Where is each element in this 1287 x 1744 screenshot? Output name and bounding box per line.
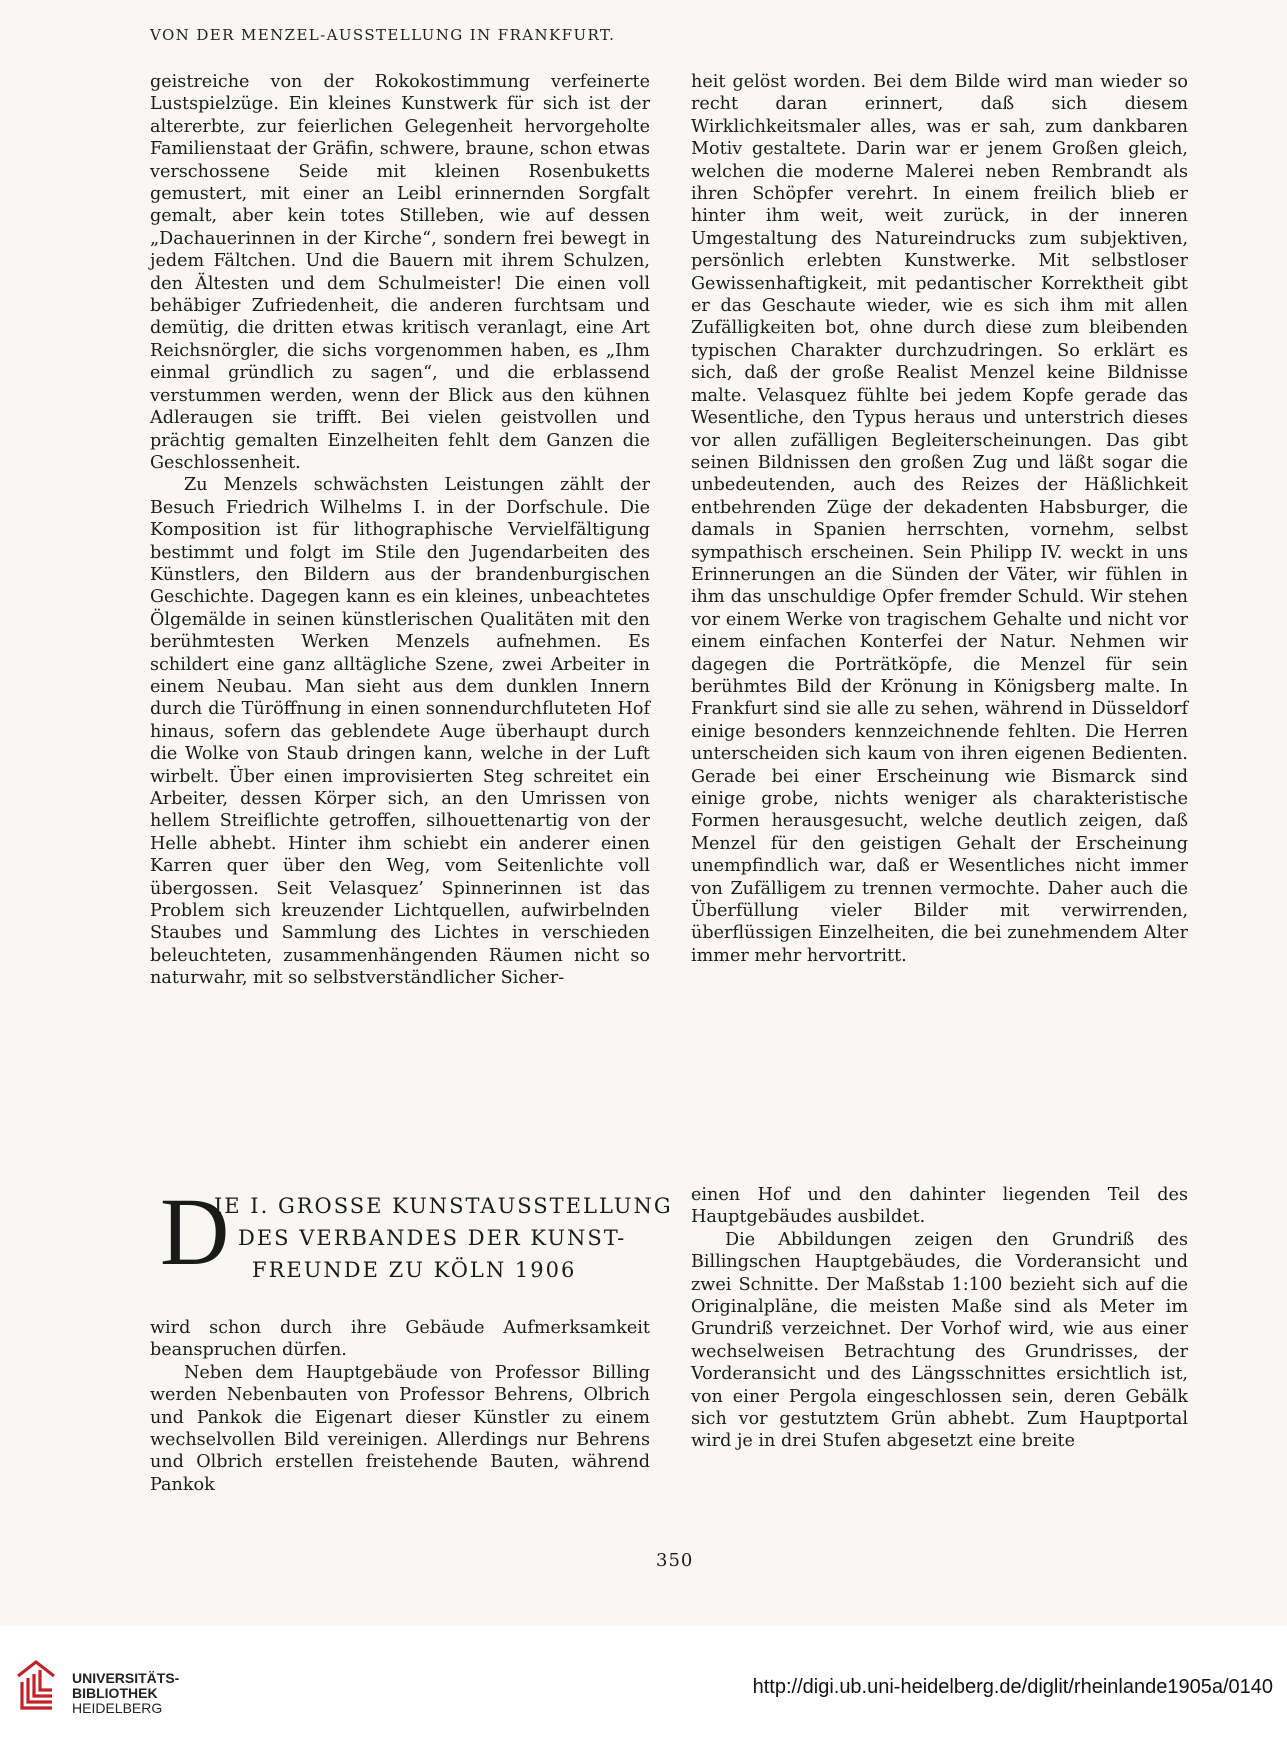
running-head: VON DER MENZEL-AUSSTELLUNG IN FRANKFURT. [150, 26, 616, 44]
heading-line: DES VERBANDES DER KUNST- [238, 1226, 627, 1250]
upper-right-column [691, 71, 1188, 967]
heading-title [214, 1190, 673, 1286]
library-logo-icon[interactable] [14, 1656, 60, 1714]
footer-bar [0, 1626, 1287, 1744]
paragraph: wird schon durch ihre Gebäude Aufmerksamkeit beanspruchen dürfen. [150, 1318, 650, 1361]
lower-right-column [691, 1184, 1188, 1453]
library-name-line: HEIDELBERG [72, 1700, 163, 1716]
upper-left-column [150, 71, 650, 990]
library-name [72, 1671, 179, 1716]
paragraph: Zu Menzels schwächsten Leistungen zählt der Besuch Friedrich Wilhelms I. in der Dorfschule. Die Komposition ist für lithographische Vervielfältigung bestimmt und folgt im Stile den Jugendarbeiten des Künstlers, den Bildern aus der brandenburgischen Geschichte. Dagegen kann es ein kleines, unbeachtetes Ölgemälde in seinen künstlerischen Qualitäten mit den berühmtesten Werken Menzels aufnehmen. Es schildert eine ganz alltägliche Szene, zwei Arbeiter in einem Neubau. Man sieht aus dem dunklen Innern durch die Türöffnung in einen sonnendurchfluteten Hof hinaus, sofern das geblendete Auge überhaupt durch die Wolke von Staub dringen kann, welche in der Luft wirbelt. Über einen improvisierten Steg schreitet ein Arbeiter, dessen Körper sich, an den Umrissen von hellem Streiflichte getroffen, silhouettenartig von der Helle abhebt. Hinter ihm schiebt ein anderer einen Karren quer über den Weg, vom Seitenlichte voll übergossen. Seit Velasquez’ Spinnerinnen ist das Problem sich kreuzender Lichtquellen, aufwirbelnden Staubes und Sammlung des Lichtes in verschieden beleuchteten, zusammenhängenden Räumen nicht so naturwahr, mit so selbstverständlicher Sicher- [150, 475, 650, 989]
paragraph: heit gelöst worden. Bei dem Bilde wird man wieder so recht daran erinnert, daß sich diesem Wirklichkeitsmaler alles, was er sah, zum dankbaren Motiv gestaltete. Darin war er jenem Großen gleich, welchen die moderne Malerei neben Rembrandt als ihren Schöpfer verehrt. In einem freilich blieb er hinter ihm weit, weit zurück, in der inneren Umgestaltung des Natureindrucks zum subjektiven, persönlich erlebten Kunstwerke. Mit selbstloser Gewissenhaftigkeit, mit pedantischer Korrektheit gibt er das Geschaute wieder, wie es sich ihm mit allen Zufälligkeiten bot, ohne durch diese zum bleibenden typischen Charakter durchzudringen. So erklärt es sich, daß der große Realist Menzel keine Bildnisse malte. Velasquez fühlte bei jedem Kopfe gerade das Wesentliche, den Typus heraus und unterstrich dieses vor allen zufälligen Begleiterscheinungen. Das gibt seinen Bildnissen den großen Zug und läßt sogar die unbedeutenden, auch des Reizes der Häßlichkeit entbehrenden Züge der dekadenten Habsburger, die damals in Spanien herrschten, vornehm, selbst sympathisch erscheinen. Sein Philipp IV. weckt in uns Erinnerungen an die Sünden der Väter, wir fühlen in ihm das unschuldige Opfer fremder Schuld. Wir stehen vor einem Werke von tragischem Gehalte und nicht vor einem einfachen Konterfei der Natur. Nehmen wir dagegen die Porträtköpfe, die Menzel für sein berühmtes Bild der Krönung in Königsberg malte. In Frankfurt sind sie alle zu sehen, während in Düsseldorf einige besonders kennzeichnende fehlten. Die Herren unterscheiden sich kaum von ihren eigenen Bedienten. Gerade bei einer Erscheinung wie Bismarck sind einige grobe, nichts weniger als charakteristische Formen herausgesucht, welche deutlich zeigen, daß Menzel für den geistigen Gehalt der Erscheinung unempfindlich war, daß er Wesentliches nicht immer von Zufälligem zu trennen vermochte. Daher auch die Überfüllung vieler Bilder mit verwirrenden, überflüssigen Einzelheiten, die bei zunehmendem Alter immer mehr hervortritt. [691, 72, 1188, 966]
source-url-link[interactable]: http://digi.ub.uni-heidelberg.de/diglit/rheinlande1905a/0140 [752, 1676, 1273, 1698]
article-heading [150, 1178, 673, 1304]
heading-line: FREUNDE ZU KÖLN 1906 [252, 1258, 577, 1282]
heading-line: IE I. GROSSE KUNSTAUSSTELLUNG [214, 1194, 673, 1218]
paragraph: einen Hof und den dahinter liegenden Teil des Hauptgebäudes ausbildet. [691, 1185, 1188, 1228]
paragraph: Neben dem Hauptgebäude von Professor Billing werden Nebenbauten von Professor Behrens, Olbrich und Pankok die Eigenart dieser Künstler zu einem wechselvollen Bild vereinigen. Allerdings nur Behrens und Olbrich erstellen freistehende Bauten, während Pankok [150, 1362, 650, 1495]
library-name-line: UNIVERSITÄTS- [72, 1670, 180, 1686]
drop-cap: D [160, 1178, 230, 1285]
paragraph: geistreiche von der Rokokostimmung verfeinerte Lustspielzüge. Ein kleines Kunstwerk für sich ist der altererbte, zur feierlichen Gelegenheit hervorgeholte Familienstaat der Gräfin, schwere, braune, schon etwas verschossene Seide mit kleinen Rosenbuketts gemustert, mit einer an Leibl erinnernden Sorgfalt gemalt, aber kein totes Stilleben, wie auf dessen „Dachauerinnen in der Kirche“, sondern frei bewegt in jedem Fältchen. Und die Bauern mit ihrem Schulzen, den Ältesten und dem Schulmeister! Die einen voll behäbiger Zufriedenheit, die anderen furchtsam und demütig, die dritten etwas kritisch veranlagt, eine Art Reichsnörgler, die sichs vorgenommen haben, es „Ihm einmal gründlich zu sagen“, und die erblassend verstummen werden, wenn der Blick aus den kühnen Adleraugen sie trifft. Bei vielen geistvollen und prächtig gemalten Einzelheiten fehlt dem Ganzen die Geschlossenheit. [150, 72, 650, 473]
paragraph: Die Abbildungen zeigen den Grundriß des Billingschen Hauptgebäudes, die Vorderansicht und zwei Schnitte. Der Maßstab 1:100 bezieht sich auf die Originalpläne, die meisten Maße sind als Meter im Grundriß verzeichnet. Der Vorhof wird, wie aus einer wechselweisen Betrachtung des Grundrisses, der Vorderansicht und des Längsschnittes ersichtlich ist, von einer Pergola eingeschlossen sein, deren Gebälk sich vor gestutztem Grün abhebt. Zum Hauptportal wird je in drei Stufen abgesetzt eine breite [691, 1229, 1188, 1452]
page-number: 350 [656, 1550, 694, 1571]
library-name-line: BIBLIOTHEK [72, 1685, 158, 1701]
lower-left-column [150, 1317, 650, 1496]
